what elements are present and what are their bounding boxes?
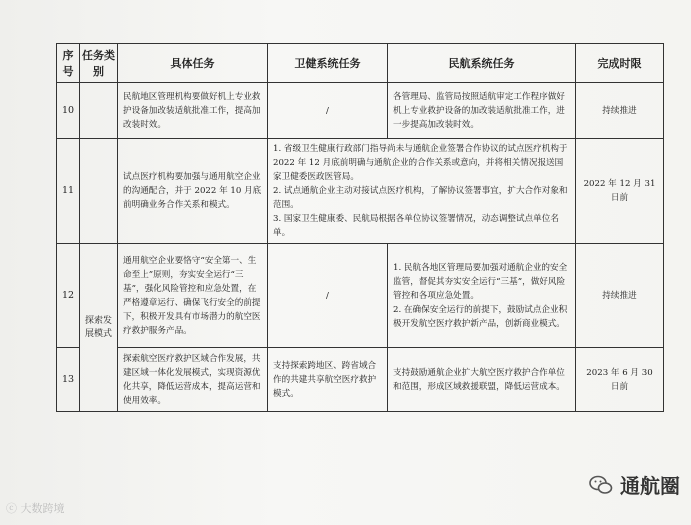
row-category-merged: 探索发展模式 [80, 244, 118, 412]
row-seq: 12 [57, 244, 80, 348]
row-deadline: 持续推进 [576, 244, 664, 348]
row-category [80, 139, 118, 244]
header-health-tasks: 卫健系统任务 [268, 44, 388, 83]
table-row [57, 348, 664, 412]
row-deadline: 2023 年 6 月 30 日前 [576, 348, 664, 412]
row-health: 支持探索跨地区、跨省域合作的共建共享航空医疗救护模式。 [268, 348, 388, 412]
header-task: 具体任务 [118, 44, 268, 83]
row-aviation [388, 244, 576, 348]
header-category: 任务类别 [80, 44, 118, 83]
health-item: 1. 省级卫生健康行政部门指导尚未与通航企业签署合作协议的试点医疗机构于 2022 年 12 月底前明确与通航企业的合作关系或意向，并将相关情况报送国家卫健委医政医管局。 [273, 144, 568, 182]
header-seq: 序号 [57, 44, 80, 83]
table-header-row [57, 44, 664, 83]
row-deadline: 持续推进 [576, 83, 664, 139]
row-seq: 13 [57, 348, 80, 412]
table-row [57, 139, 664, 244]
row-seq: 11 [57, 139, 80, 244]
aviation-item: 1. 民航各地区管理局要加强对通航企业的安全监管，督促其夯实安全运行“三基”，做好风险管控和各项应急处置。 [393, 262, 568, 301]
task-table [56, 43, 664, 412]
row-deadline: 2022 年 12 月 31 日前 [576, 139, 664, 244]
watermark-right [588, 470, 680, 499]
row-task: 民航地区管理机构要做好机上专业救护设备加改装适航批准工作，提高加改装时效。 [118, 83, 268, 139]
row-aviation: 支持鼓励通航企业扩大航空医疗救护合作单位和范围，形成区域救援联盟，降低运营成本。 [388, 348, 576, 412]
row-health: / [268, 83, 388, 139]
watermark-left [6, 500, 65, 516]
row-health: / [268, 244, 388, 348]
row-task: 试点医疗机构要加强与通用航空企业的沟通配合，并于 2022 年 10 月底前明确业务合作关系和模式。 [118, 139, 268, 244]
watermark-logo-icon: ⓒ [6, 502, 17, 515]
watermark-left-text: 大数跨境 [20, 502, 65, 515]
header-aviation-tasks: 民航系统任务 [388, 44, 576, 83]
health-item: 3. 国家卫生健康委、民航局根据各单位协议签署情况，动态调整试点单位名单。 [273, 214, 559, 238]
wechat-icon [588, 472, 614, 498]
aviation-item: 2. 在确保安全运行的前提下，鼓励试点企业积极开发航空医疗救护新产品，创新商业模式。 [393, 304, 568, 329]
health-item: 2. 试点通航企业主动对接试点医疗机构，了解协议签署事宜，扩大合作对象和范围。 [273, 186, 568, 210]
row-seq: 10 [57, 83, 80, 139]
row-task: 探索航空医疗救护区域合作发展，共建区域一体化发展模式，实现资源优化共享，降低运营成本，提高运营和使用效率。 [118, 348, 268, 412]
row-aviation: 各管理局、监管局按照适航审定工作程序做好机上专业救护设备的加改装适航批准工作，进一步提高加改装时效。 [388, 83, 576, 139]
row-category [80, 83, 118, 139]
header-deadline: 完成时限 [576, 44, 664, 83]
row-health-merged [268, 139, 576, 244]
row-task: 通用航空企业要恪守“安全第一、生命至上”原则，夯实安全运行“三基”，强化风险管控和应急处置，在严格遵章运行、确保飞行安全的前提下，积极开发具有市场潜力的航空医疗救护服务产品。 [118, 244, 268, 348]
watermark-right-text: 通航圈 [620, 474, 680, 498]
table-row [57, 83, 664, 139]
table-row [57, 244, 664, 348]
